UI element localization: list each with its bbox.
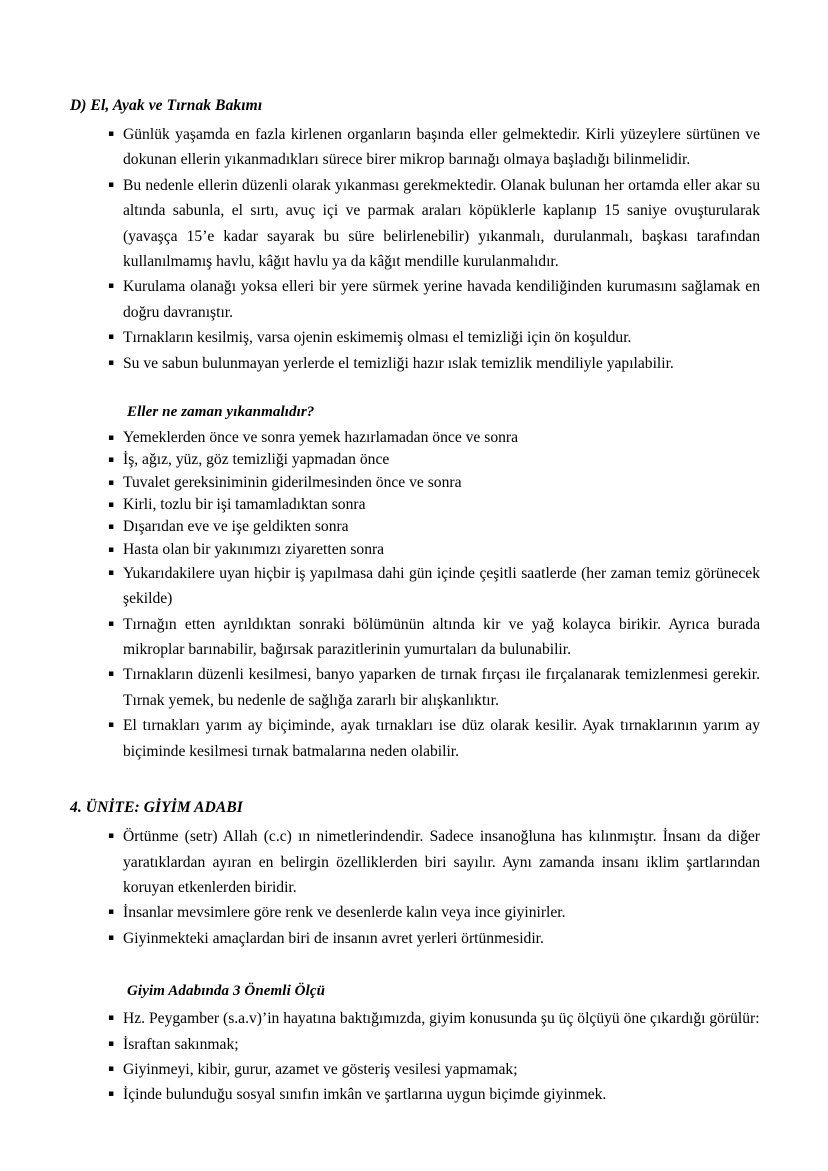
square-bullet-icon: ▪ [108,932,115,943]
list-item-text: İçinde bulunduğu sosyal sınıfın imkân ve şartlarına uygun biçimde giyinmek. [123,1086,607,1104]
square-bullet-icon: ▪ [108,179,115,190]
list-item-text: İş, ağız, yüz, göz temizliği yapmadan önce [123,451,390,469]
list-item [70,1057,760,1082]
list-hand-foot-nail-care [70,122,760,376]
square-bullet-icon: ▪ [108,907,115,918]
list-item-text: Tuvalet gereksiniminin giderilmesinden önce ve sonra [123,473,462,491]
square-bullet-icon: ▪ [108,1013,115,1024]
list-item-text: Yukarıdakilere uyan hiçbir iş yapılmasa dahi gün içinde çeşitli saatlerde (her zaman temiz görünecek şekilde) [123,564,760,608]
list-item [70,612,760,663]
square-bullet-icon: ▪ [108,567,115,578]
list-item [70,1006,760,1031]
list-item-text: Tırnakların kesilmiş, varsa ojenin eskimemiş olması el temizliği için ön koşuldur. [123,329,632,347]
square-bullet-icon: ▪ [108,618,115,629]
square-bullet-icon: ▪ [108,455,115,466]
square-bullet-icon: ▪ [108,357,115,368]
list-item-text: Günlük yaşamda en fazla kirlenen organların başında eller gelmektedir. Kirli yüzeylere sürtünen ve dokunan ellerin yıkanmadıkları sürece birer mikrop barınağı olmaya başladığı bilinmelidir. [123,126,760,169]
square-bullet-icon: ▪ [108,720,115,731]
square-bullet-icon: ▪ [108,544,115,555]
square-bullet-icon: ▪ [108,281,115,292]
section-heading-hand-foot-nail-care: D) El, Ayak ve Tırnak Bakımı [70,97,263,114]
list-item [70,561,760,612]
spacer [70,376,760,402]
subheading-when-to-wash-hands: Eller ne zaman yıkanmalıdır? [127,404,315,421]
list-item-text: Hasta olan bir yakınımızı ziyaretten sonra [123,540,385,558]
list-item-text: Kurulama olanağı yoksa elleri bir yere sürmek yerine havada kendiliğinden kurumasını sağlamak en doğru davranıştır. [123,278,760,321]
list-item [70,449,760,471]
list-item-text: İnsanlar mevsimlere göre renk ve desenlerde kalın veya ince giyinirler. [123,904,566,922]
list-item-text: Tırnağın etten ayrıldıktan sonraki bölümünün altında kir ve yağ kolayca birikir. Ayrıca burada mikroplar barınabilir, bağırsak parazitlerinin yumurtaları da bulunabilir. [123,615,760,659]
section-heading-unit-4-clothing-etiquette: 4. ÜNİTE: GİYİM ADABI [70,799,243,817]
list-item-text: Bu nedenle ellerin düzenli olarak yıkanması gerekmektedir. Olanak bulunan her ortamda eller akar su altında sabunla, el sırtı, avuç içi ve parmak araları köpüklerle kaplanıp 15 saniye ovuşturularak (yavaşça 15’e kadar sayarak bu süre belirlenebilir) yıkanmalı, durulanmalı, başkası tarafından kullanılmamış havlu, kâğıt havlu ya da kâğıt mendille kurulanmalıdır. [123,176,760,271]
list-item-text: Giyinmeyi, kibir, gurur, azamet ve gösteriş vesilesi yapmamak; [123,1060,518,1078]
list-when-to-wash-hands-long [70,561,760,764]
list-clothing-etiquette [70,824,760,951]
square-bullet-icon: ▪ [108,1038,115,1049]
square-bullet-icon: ▪ [108,433,115,444]
list-item [70,900,760,925]
list-item-text: El tırnakları yarım ay biçiminde, ayak tırnakları ise düz olarak kesilir. Ayak tırnaklarının yarım ay biçiminde kesilmesi tırnak batmalarına neden olabilir. [123,717,760,760]
list-item-text: Tırnakların düzenli kesilmesi, banyo yaparken de tırnak fırçası ile fırçalanarak temizlenmesi gerekir. Tırnak yemek, bu nedenle de sağlığa zararlı bir alışkanlıktır. [123,666,760,709]
square-bullet-icon: ▪ [108,477,115,488]
list-item [70,274,760,325]
list-item-text: Yemeklerden önce ve sonra yemek hazırlamadan önce ve sonra [123,429,519,447]
square-bullet-icon: ▪ [108,1089,115,1100]
list-item-text: Dışarıdan eve ve işe geldikten sonra [123,518,349,536]
square-bullet-icon: ▪ [108,1063,115,1074]
square-bullet-icon: ▪ [108,129,115,139]
list-item [70,516,760,538]
square-bullet-icon: ▪ [108,332,115,343]
list-item-text: Örtünme (setr) Allah (c.c) ın nimetlerindendir. Sadece insanoğluna has kılınmıştır. İnsanı da diğer yaratıklardan ayıran en belirgin özelliklerden biri sayılır. Aynı zamanda insanı iklim şartlarından koruyan etkenlerden biridir. [123,828,760,896]
list-item [70,325,760,350]
list-item [70,926,760,951]
list-item-text: İsraftan sakınmak; [123,1035,239,1053]
list-item-text: Su ve sabun bulunmayan yerlerde el temizliği hazır ıslak temizlik mendiliyle yapılabilir. [123,354,674,372]
list-item [70,662,760,713]
list-item [70,713,760,764]
list-when-to-wash-hands-short [70,427,760,561]
square-bullet-icon: ▪ [108,522,115,533]
spacer [70,951,760,981]
list-item-text: Kirli, tozlu bir işi tamamladıktan sonra [123,495,366,513]
square-bullet-icon: ▪ [108,831,115,842]
list-item [70,494,760,516]
list-item [70,173,760,275]
spacer [70,764,760,798]
list-item [70,427,760,449]
list-three-measures [70,1006,760,1108]
subheading-three-measures-of-clothing-etiquette: Giyim Adabında 3 Önemli Ölçü [127,983,326,1000]
list-item [70,824,760,900]
square-bullet-icon: ▪ [108,499,115,510]
list-item [70,539,760,561]
list-item [70,1082,760,1107]
document-body [70,96,760,1108]
list-item [70,351,760,376]
square-bullet-icon: ▪ [108,669,115,680]
list-item-text: Giyinmekteki amaçlardan biri de insanın avret yerleri örtünmesidir. [123,929,544,947]
list-item [70,1032,760,1057]
list-item [70,122,760,173]
list-item-text: Hz. Peygamber (s.a.v)’in hayatına baktığımızda, giyim konusunda şu üç ölçüyü öne çıkardığı görülür: [123,1010,760,1028]
list-item [70,472,760,494]
